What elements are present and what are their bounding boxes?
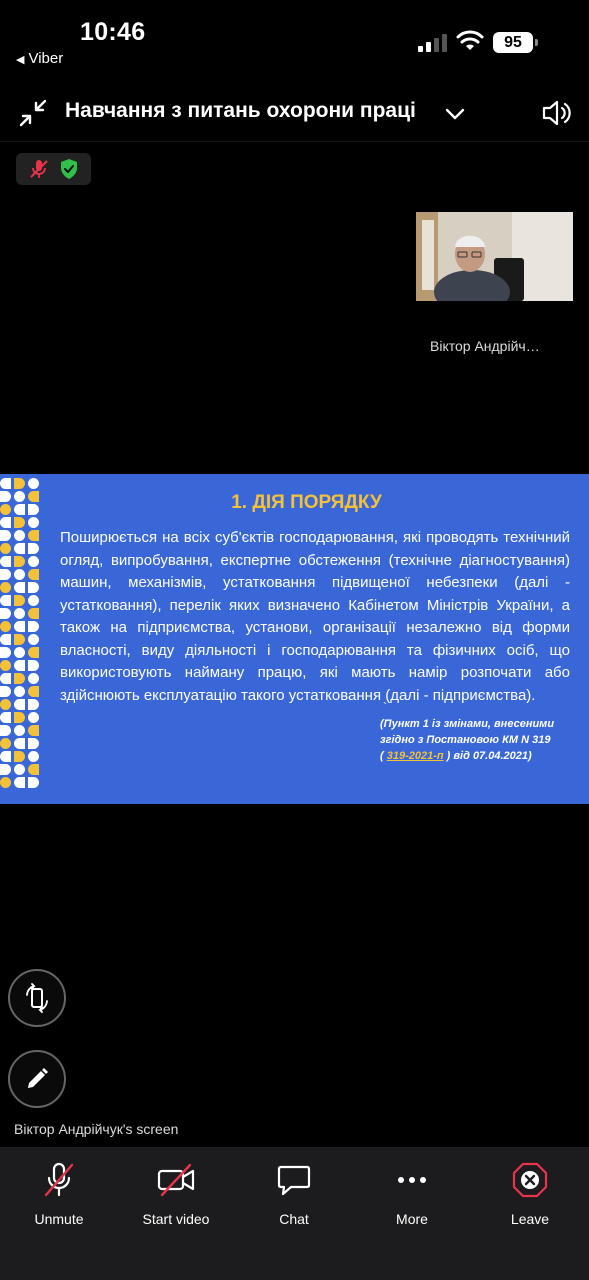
rotate-icon (22, 983, 52, 1013)
decoration-dot (28, 725, 39, 736)
decoration-row (0, 699, 48, 710)
meeting-title[interactable]: Навчання з питань охорони праці (65, 99, 416, 122)
decoration-row (0, 621, 48, 632)
decoration-dot (28, 712, 39, 723)
decoration-dot (0, 712, 11, 723)
decoration-dot (28, 569, 39, 580)
decoration-row (0, 764, 48, 775)
meeting-status-badges[interactable] (16, 153, 91, 185)
decoration-row (0, 595, 48, 606)
decoration-dot (14, 712, 25, 723)
decoration-dot (14, 751, 25, 762)
start-video-label: Start video (142, 1211, 210, 1227)
decoration-dot (14, 608, 25, 619)
decoration-dot (28, 634, 39, 645)
decoration-dot (0, 543, 11, 554)
participant-video[interactable] (416, 212, 573, 301)
decoration-dot (0, 647, 11, 658)
decoration-dot (0, 738, 11, 749)
chat-button[interactable] (239, 1161, 349, 1227)
speaker-icon[interactable] (540, 98, 572, 128)
decoration-dot (14, 530, 25, 541)
decoration-dot (28, 478, 39, 489)
chat-label: Chat (279, 1211, 309, 1227)
muted-mic-icon (28, 158, 50, 180)
decoration-dot (14, 582, 25, 593)
decoration-dot (0, 621, 11, 632)
decoration-dot (28, 621, 39, 632)
back-to-app-link[interactable] (16, 50, 63, 67)
decoration-row (0, 673, 48, 684)
decoration-dot (0, 634, 11, 645)
decoration-dot (0, 530, 11, 541)
decoration-row (0, 543, 48, 554)
participant-video-frame (416, 212, 573, 301)
back-triangle-icon: ◀ (16, 54, 25, 66)
decoration-row (0, 738, 48, 749)
slide-note-link[interactable]: 319-2021-п (386, 750, 444, 762)
decoration-dot (14, 673, 25, 684)
decoration-row (0, 530, 48, 541)
muted-mic-icon (40, 1161, 78, 1199)
decoration-row (0, 660, 48, 671)
participant-name: Віктор Андрійч… (430, 338, 540, 354)
decoration-dot (0, 608, 11, 619)
slide-body-text: Поширюється на всіх суб'єктів господарювання, які проводять технічний огляд, випробування, експертне обстеження (технічне діагностування) машин, механізмів, устатковання підвищеної небезпеки (далі - устатковання), перелік яких визначено Кабінетом Міністрів України, а також на підприємства, установи, організації незалежно від форми власності, виду діяльності і господарювання та фізичних осіб, що використовують найману працю, які мають намір розпочати або здійснюють експлуатацію такого устатковання (далі - підприємства). (60, 529, 570, 704)
decoration-dot (28, 751, 39, 762)
decoration-dot (28, 608, 39, 619)
decoration-row (0, 582, 48, 593)
decoration-dot (14, 595, 25, 606)
video-off-icon (156, 1161, 196, 1199)
decoration-dot (14, 556, 25, 567)
header-divider (0, 141, 589, 142)
decoration-dot (28, 595, 39, 606)
decoration-row (0, 751, 48, 762)
decoration-dot (14, 699, 25, 710)
more-label: More (396, 1211, 428, 1227)
leave-label: Leave (510, 1211, 550, 1227)
back-app-label: Viber (28, 50, 64, 67)
decoration-dot (0, 777, 11, 788)
decoration-dot (28, 582, 39, 593)
decoration-dot (14, 517, 25, 528)
battery-indicator: 95 (493, 32, 533, 53)
more-dots-icon (393, 1161, 431, 1199)
chevron-down-icon[interactable] (444, 104, 466, 124)
decoration-dot (28, 543, 39, 554)
decoration-dot (0, 556, 11, 567)
decoration-dot (14, 634, 25, 645)
slide-note-open: ( (380, 750, 387, 762)
decoration-row (0, 647, 48, 658)
decoration-dot (14, 738, 25, 749)
cellular-signal-icon (418, 34, 447, 52)
decoration-dot (28, 556, 39, 567)
slide-note (380, 716, 580, 764)
decoration-dot (28, 530, 39, 541)
slide-title: 1. ДІЯ ПОРЯДКУ (231, 492, 382, 513)
decoration-row (0, 712, 48, 723)
decoration-dot (14, 647, 25, 658)
shield-check-icon (59, 158, 79, 180)
decoration-dot (0, 686, 11, 697)
decoration-dot (0, 660, 11, 671)
decoration-dot (0, 582, 11, 593)
decoration-row (0, 725, 48, 736)
decoration-row (0, 569, 48, 580)
slide-note-close: ) від 07.04.2021) (443, 750, 532, 762)
decoration-dot (14, 621, 25, 632)
decoration-dot (0, 699, 11, 710)
chat-bubble-icon (275, 1161, 313, 1199)
decoration-dot (28, 517, 39, 528)
slide-decoration (0, 478, 48, 790)
decoration-row (0, 686, 48, 697)
decoration-dot (0, 517, 11, 528)
decoration-dot (14, 569, 25, 580)
decoration-row (0, 634, 48, 645)
decoration-dot (28, 660, 39, 671)
decoration-dot (14, 478, 25, 489)
decoration-dot (28, 686, 39, 697)
decoration-dot (0, 478, 11, 489)
leave-icon (511, 1161, 549, 1199)
screen-share-label: Віктор Андрійчук's screen (14, 1121, 179, 1137)
decoration-dot (28, 647, 39, 658)
annotate-button[interactable] (8, 1050, 66, 1108)
decoration-dot (14, 543, 25, 554)
decoration-dot (0, 569, 11, 580)
decoration-dot (0, 764, 11, 775)
decoration-row (0, 777, 48, 788)
status-time: 10:46 (80, 18, 146, 46)
decoration-row (0, 608, 48, 619)
wifi-icon (456, 30, 484, 52)
decoration-dot (14, 777, 25, 788)
decoration-dot (28, 673, 39, 684)
rotate-screen-button[interactable] (8, 969, 66, 1027)
decoration-row (0, 517, 48, 528)
slide-mark: ` (383, 700, 387, 714)
pencil-icon (24, 1066, 50, 1092)
decoration-dot (14, 764, 25, 775)
unmute-button[interactable] (4, 1161, 114, 1227)
decoration-row (0, 478, 48, 489)
unmute-label: Unmute (34, 1211, 84, 1227)
decoration-dot (28, 738, 39, 749)
decoration-dot (14, 660, 25, 671)
shared-screen-slide[interactable] (0, 474, 589, 804)
minimize-meeting-icon[interactable] (18, 98, 48, 128)
meeting-toolbar (0, 1147, 589, 1280)
decoration-dot (0, 595, 11, 606)
decoration-dot (0, 751, 11, 762)
decoration-row (0, 556, 48, 567)
decoration-dot (28, 777, 39, 788)
leave-button[interactable] (475, 1161, 585, 1227)
decoration-dot (28, 764, 39, 775)
more-button[interactable] (357, 1161, 467, 1227)
decoration-dot (28, 699, 39, 710)
start-video-button[interactable] (121, 1161, 231, 1227)
slide-note-text: (Пункт 1 із змінами, внесеними згідно з Постановою КМ N 319 (380, 718, 555, 746)
decoration-dot (14, 725, 25, 736)
decoration-dot (0, 673, 11, 684)
decoration-dot (14, 686, 25, 697)
decoration-dot (0, 725, 11, 736)
